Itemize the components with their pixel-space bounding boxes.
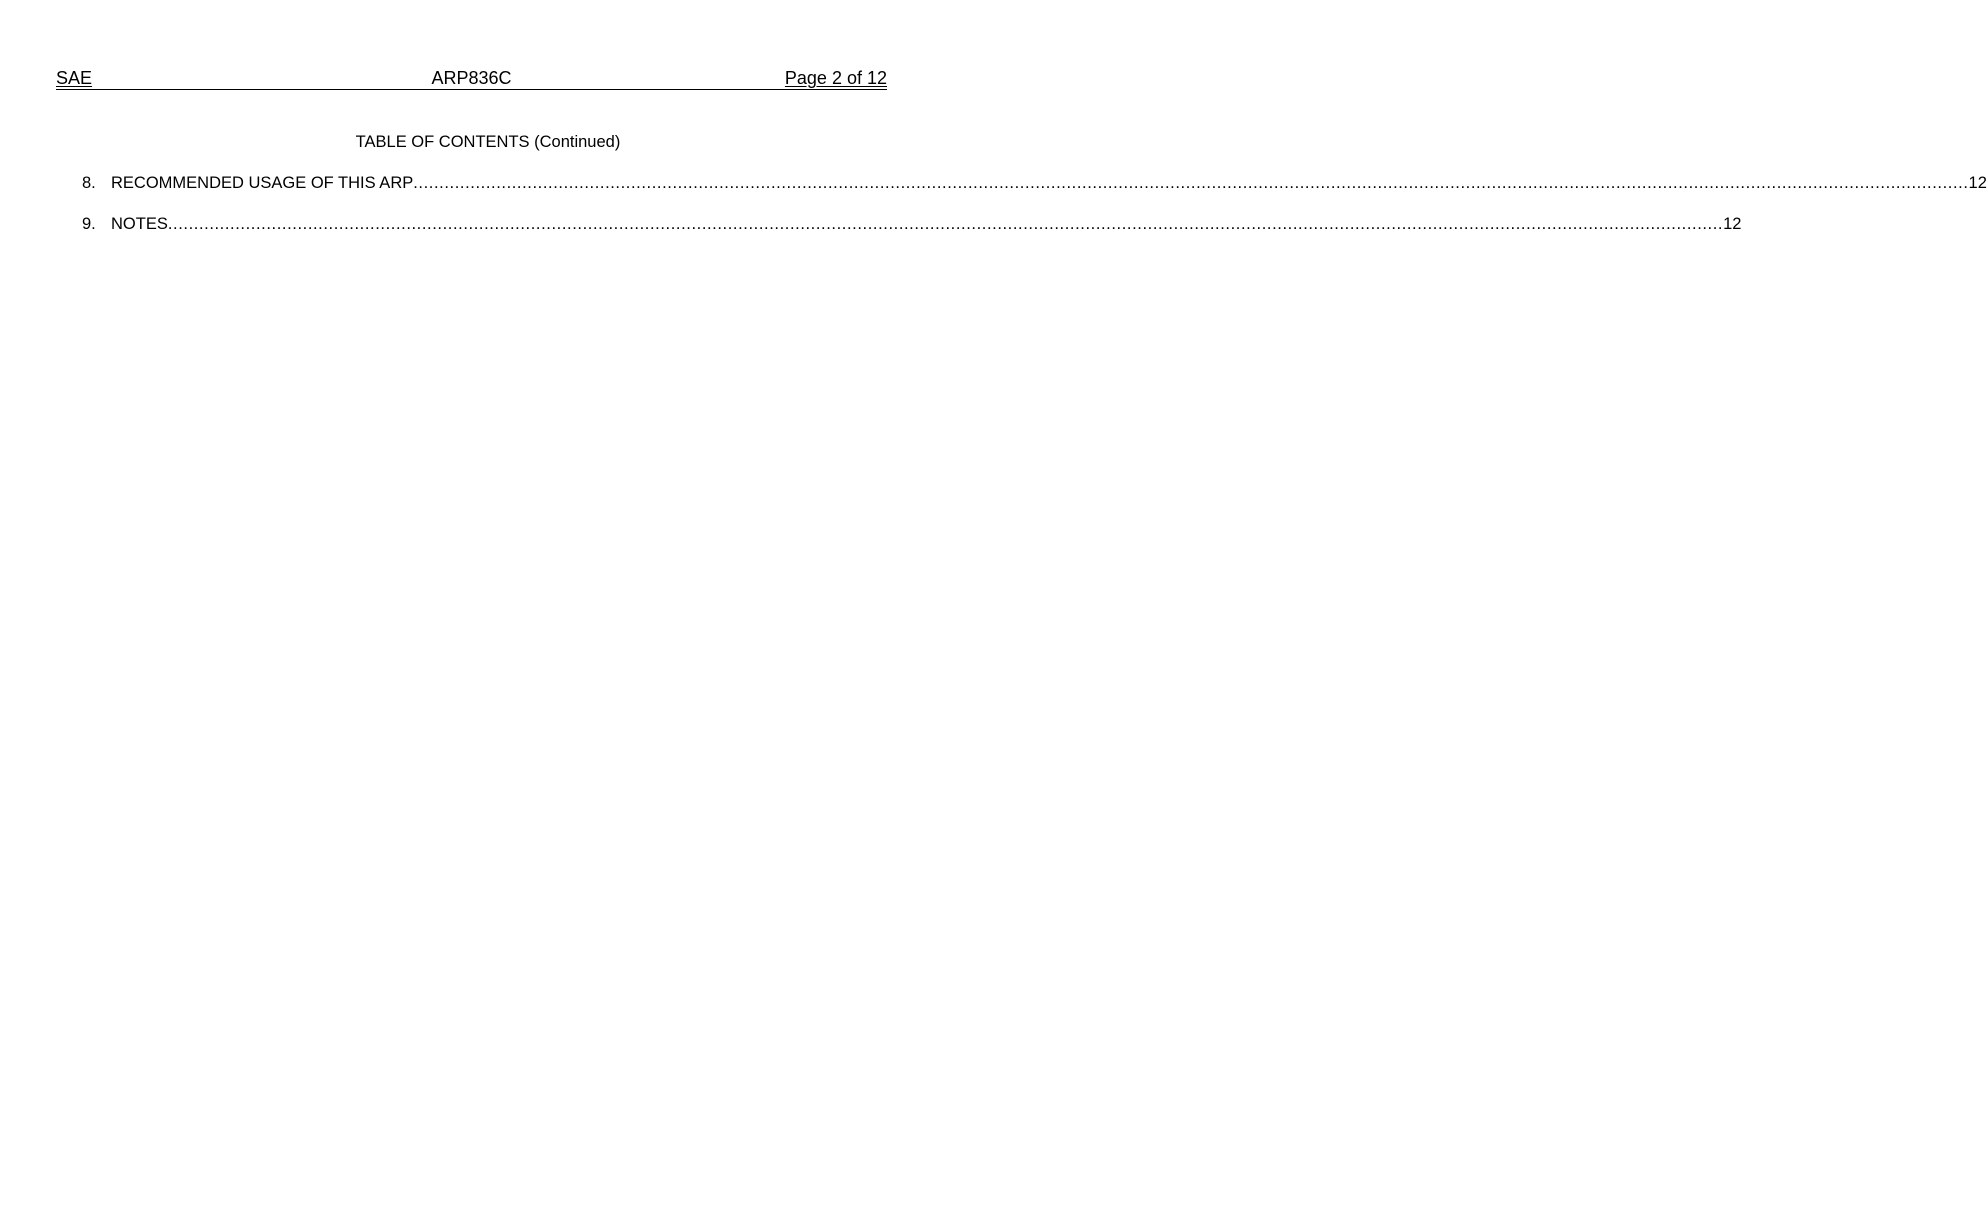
toc-entry-page: 12 bbox=[1723, 215, 1742, 233]
toc-dot-leader: ............................................................................................................................................................................................................................................................................................................ bbox=[167, 215, 1724, 233]
toc-entry-page: 12 bbox=[1968, 174, 1987, 192]
toc-dot-leader: ............................................................................................................................................................................................................................................................................................................ bbox=[413, 174, 1969, 192]
toc-entry bbox=[82, 214, 1742, 234]
toc-entry bbox=[82, 173, 1987, 193]
header-document-number: ARP836C bbox=[431, 68, 512, 88]
toc-entry-number: 8. bbox=[82, 174, 96, 192]
page-header bbox=[56, 68, 887, 90]
toc-list bbox=[82, 173, 1987, 255]
toc-entry-title: RECOMMENDED USAGE OF THIS ARP bbox=[111, 174, 414, 192]
toc-entry-title: NOTES bbox=[111, 215, 168, 233]
toc-entry-number: 9. bbox=[82, 215, 96, 233]
header-page-number: Page 2 of 12 bbox=[784, 68, 887, 88]
header-organization: SAE bbox=[56, 68, 93, 88]
toc-title: TABLE OF CONTENTS (Continued) bbox=[355, 133, 621, 151]
